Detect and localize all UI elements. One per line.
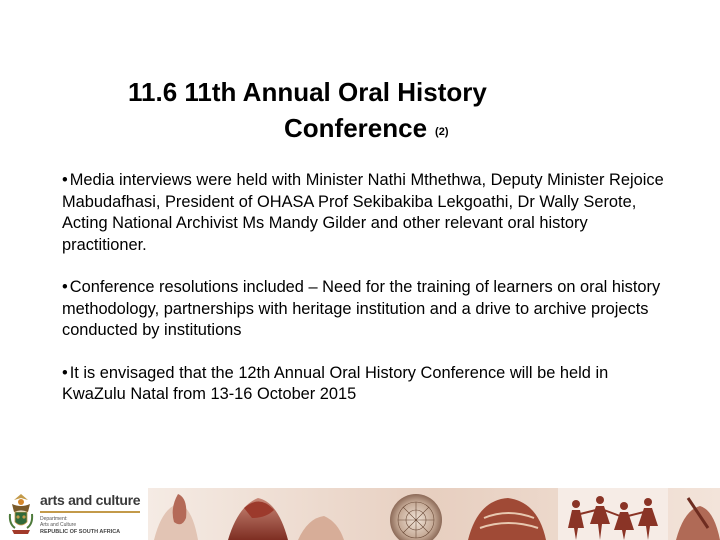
logo-country: REPUBLIC OF SOUTH AFRICA — [40, 529, 121, 535]
logo-divider — [40, 511, 140, 513]
bullet-text: Media interviews were held with Minister Nathi Mthethwa, Deputy Minister Rejoice Mabudafhasi, President of OHASA Prof Sekibakiba Lekgoathi, Dr Wally Serote, Acting National Archivist Ms Mandy Gilder and other relevant oral history practitioner. — [62, 171, 664, 254]
footer-banner — [0, 488, 720, 540]
title-line-2 — [284, 112, 449, 148]
logo-department-name: Arts and Culture — [40, 522, 77, 528]
bullet-marker: • — [62, 363, 68, 382]
logo-wordmark: arts and culture — [40, 492, 141, 508]
bullet-text: It is envisaged that the 12th Annual Oral History Conference will be held in KwaZulu Natal from 13-16 October 2015 — [62, 363, 609, 403]
bullet-text: Conference resolutions included – Need for the training of learners on oral history methodology, partnerships with heritage institution and a drive to archive projects conducted by institutions — [62, 278, 661, 339]
title-line-2-text: Conference — [284, 113, 428, 143]
bullet-marker: • — [62, 278, 68, 296]
bullet-list — [62, 170, 672, 427]
coat-of-arms-icon — [6, 492, 36, 536]
bullet-marker: • — [62, 171, 68, 189]
logo-department-label: Department: — [40, 516, 68, 522]
title-part-number: (2) — [435, 126, 449, 138]
title-line-1: 11.6 11th Annual Oral History — [128, 77, 487, 107]
department-logo — [0, 488, 148, 540]
bullet-item — [62, 277, 672, 342]
heritage-photo-strip — [148, 488, 720, 540]
bullet-item — [62, 170, 672, 256]
bullet-item — [62, 363, 672, 406]
